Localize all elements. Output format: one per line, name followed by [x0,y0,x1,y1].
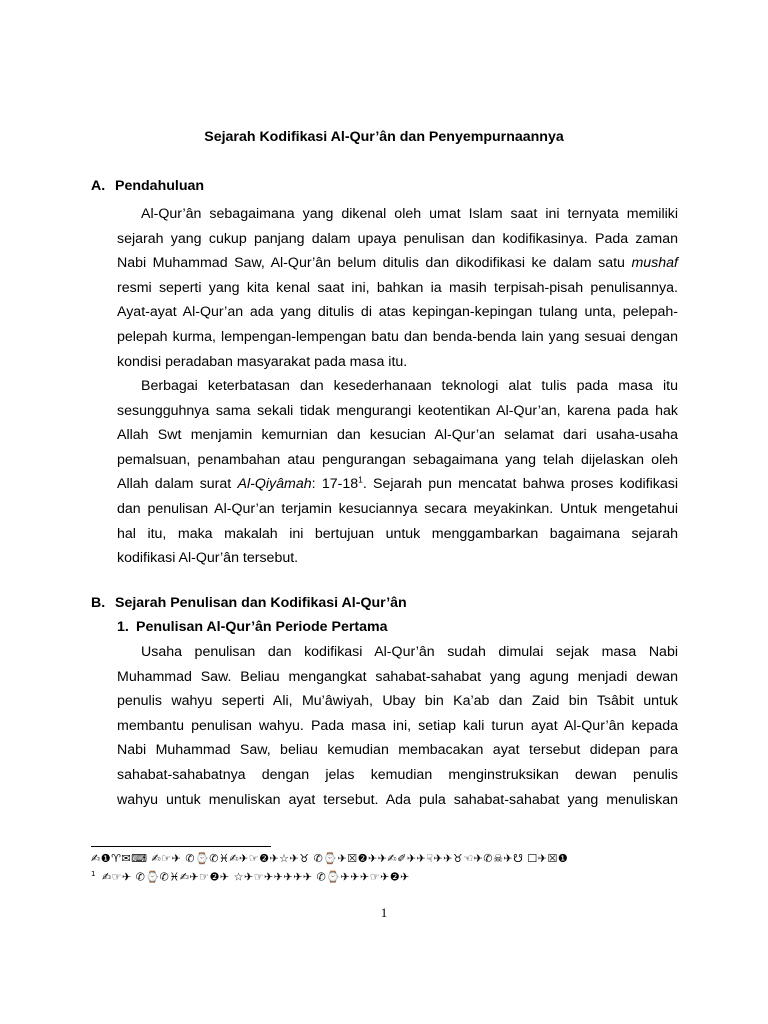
italic-term-surah: Al-Qiyâmah [237,476,312,493]
section-a-heading [91,177,204,195]
subsection-1-heading [117,618,388,636]
footnote-line-2 [91,867,410,885]
paragraph-line: Nabi Muhammad Saw, beliau kemudian membacakan ayat tersebut didepan para [117,742,678,759]
paragraph-line: sahabat-sahabatnya dengan jelas kemudian menginstruksikan dewan penulis [117,766,678,783]
paragraph-line: Allah Swt menjamin kemurnian dan kesucian Al-Qur’an selamat dari usaha-usaha [117,427,678,444]
section-b-number: B. [91,595,106,611]
document-title: Sejarah Kodifikasi Al-Qur’ân dan Penyempurnaannya [204,129,564,145]
paragraph-text: Allah dalam surat [117,476,232,493]
paragraph-line: pelepah kurma, lempengan-lempengan batu dan benda-benda lain yang sesuai dengan [117,328,678,345]
paragraph-text: . Sejarah pun mencatat bahwa proses kodifikasi [362,476,678,493]
paragraph-line: penulis wahyu seperti Ali, Mu’âwiyah, Ubay bin Ka’ab dan Zaid bin Tsâbit untuk [117,693,678,710]
paragraph-line: pemalsuan, penambahan atau pengurangan sebagaimana yang telah dijelaskan oleh [117,451,678,468]
footnote-mark: 1 [91,870,96,878]
paragraph-line: membantu penulisan wahyu. Pada masa ini, setiap kali turun ayat Al-Qur’ân kepada [117,717,678,734]
paragraph-line: Ayat-ayat Al-Qur’an ada yang ditulis di atas kepingan-kepingan tulang unta, pelepah- [117,304,678,321]
paragraph-line: Muhammad Saw. Beliau mengangkat sahabat-sahabat yang agung menjadi dewan [117,668,678,685]
paragraph-line [117,251,678,276]
verse-reference: : 17-18 [311,476,359,493]
paragraph-line: Usaha penulisan dan kodifikasi Al-Qur’ân sudah dimulai sejak masa Nabi [141,644,678,660]
subsection-1-number: 1. [117,619,129,635]
paragraph-line: kodifikasi Al-Qur’ân tersebut. [117,550,299,567]
section-a-title: Pendahuluan [115,178,205,194]
footnote-line-1 [91,852,568,866]
subsection-1-title: Penulisan Al-Qur’ân Periode Pertama [136,619,388,635]
paragraph-line: hal itu, maka makalah ini bertujuan untuk menggambarkan bagaimana sejarah [117,525,678,542]
section-a-paragraph-2 [117,374,678,571]
paragraph-line: kondisi peradaban masyarakat pada masa itu. [117,353,408,370]
italic-term-mushaf: mushaf [631,255,678,272]
footnote-text: ✍☞✈ ✆⌚✆♓✍✈☞❷✈ ☆✈☞✈✈✈✈✈ ✆⌚✈✈✈☞✈❷✈ [101,870,410,884]
paragraph-line [117,472,678,497]
paragraph-line: sejarah yang cukup panjang dalam upaya penulisan dan kodifikasinya. Pada zaman [117,230,678,247]
section-a-paragraph-1 [117,202,678,374]
page-number: 1 [380,905,388,920]
section-a-number: A. [91,178,106,194]
section-b-title: Sejarah Penulisan dan Kodifikasi Al-Qur’ân [115,595,407,611]
paragraph-text: Nabi Muhammad Saw, Al-Qur’ân belum ditulis dan dikodifikasi ke dalam satu [117,255,625,272]
subsection-1-paragraph [117,640,678,812]
paragraph-line: dan penulisan Al-Qur’an terjamin kesuciannya secara meyakinkan. Untuk mengetahui [117,500,678,517]
section-b-heading [91,594,407,612]
paragraph-line: Al-Qur’ân sebagaimana yang dikenal oleh umat Islam saat ini ternyata memiliki [141,206,678,222]
paragraph-line: resmi seperti yang kita kenal saat ini, bahkan ia masih terpisah-pisah penulisannya. [117,279,678,296]
footnote-text: ✍❶♈✉⌨ ✍☞✈ ✆⌚✆♓✍✈☞❷✈☆✈♉ ✆⌚✈☒❷✈✈✍✐✈✈☟✈✈♉☜✈✆☠✈☋ ☐✈☒❶ [91,852,569,865]
footnote-divider [91,846,271,847]
paragraph-line: Berbagai keterbatasan dan kesederhanaan teknologi alat tulis pada masa itu [141,378,678,394]
footnote-reference[interactable]: 1 [358,474,363,485]
paragraph-line: wahyu untuk menuliskan ayat tersebut. Ada pula sahabat-sahabat yang menuliskan [117,791,678,808]
paragraph-line: sesungguhnya sama sekali tidak mengurangi keotentikan Al-Qur’an, karena pada hak [117,402,678,419]
